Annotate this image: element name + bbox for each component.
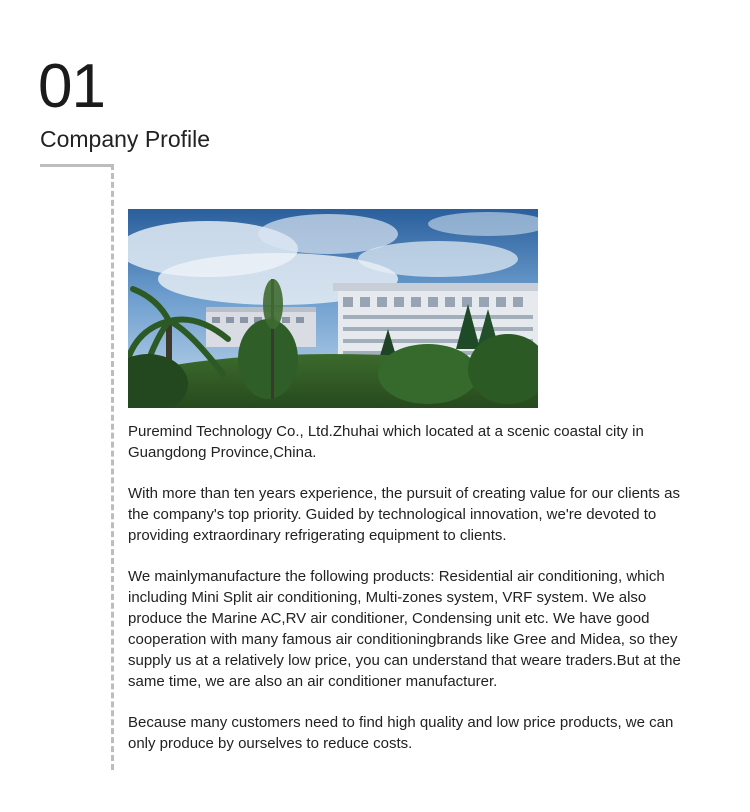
section-number: 01 bbox=[38, 52, 105, 121]
section-divider-vertical-dashed bbox=[111, 164, 114, 770]
hero-image bbox=[128, 209, 538, 408]
section-title: Company Profile bbox=[40, 126, 211, 152]
paragraph-experience: With more than ten years experience, the pursuit of creating value for our clients as the company's top priority. Guided by technological innovation, we're devoted to providing extraordinary refrigerating equipment to clients. bbox=[128, 485, 680, 544]
paragraph-intro: Puremind Technology Co., Ltd.Zhuhai which located at a scenic coastal city in Guangdong Province,China. bbox=[128, 423, 644, 461]
company-profile-text bbox=[128, 421, 700, 774]
section-divider-horizontal bbox=[40, 164, 114, 167]
paragraph-costs: Because many customers need to find high quality and low price products, we can only produce by ourselves to reduce costs. bbox=[128, 714, 674, 752]
paragraph-products: We mainlymanufacture the following products: Residential air conditioning, which including Mini Split air conditioning, Multi-zones system, VRF system. We also produce the Marine AC,RV air conditioner, Condensing unit etc. We have good cooperation with many famous air conditioningbrands like Gree and Midea, so they supply us at a relatively low price, you can understand that weare traders.But at the same time, we are also an air conditioner manufacturer. bbox=[128, 568, 681, 690]
campus-photo-illustration bbox=[128, 209, 538, 408]
